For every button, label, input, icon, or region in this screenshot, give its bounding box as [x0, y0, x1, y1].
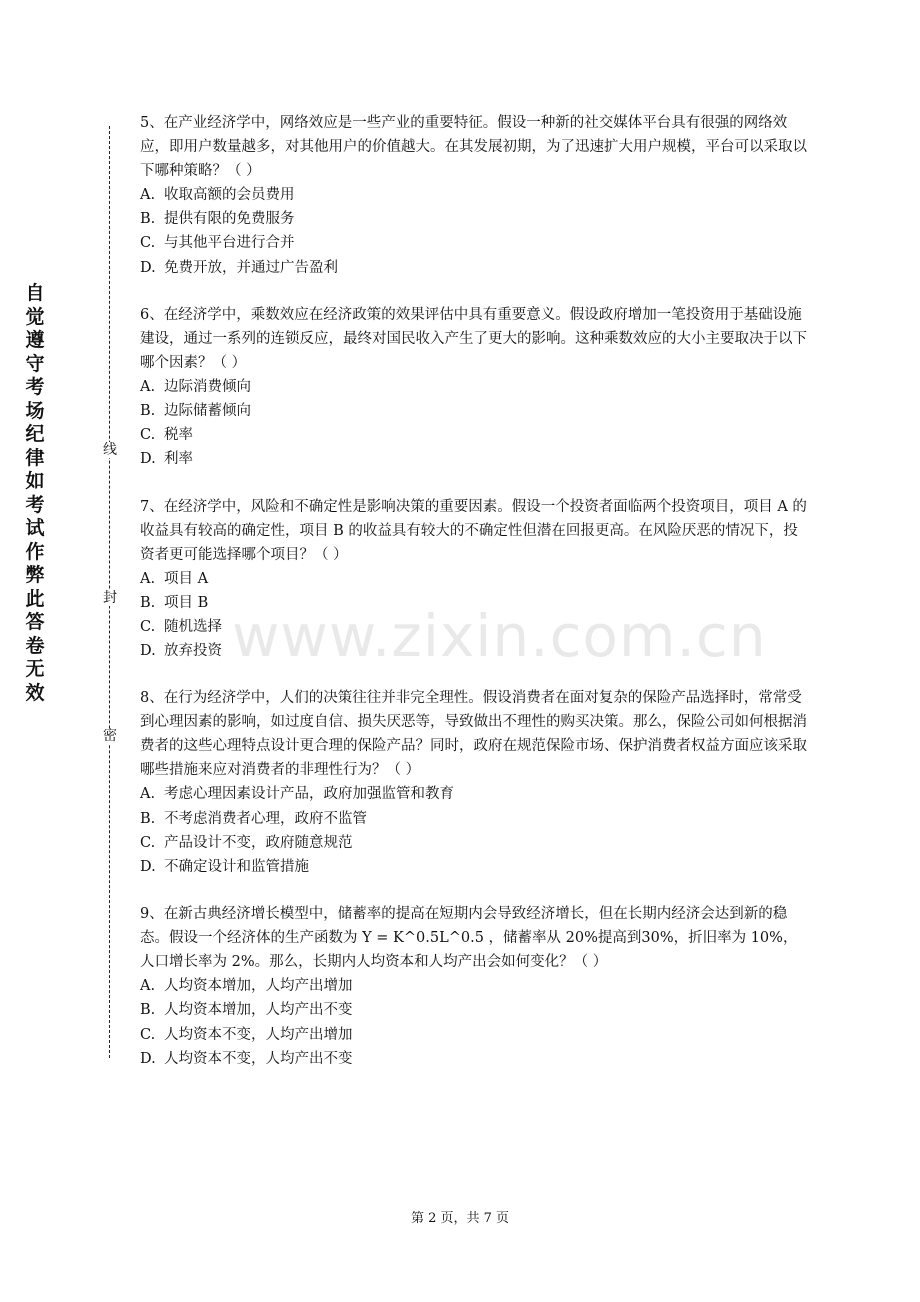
option-text: 人均资本不变，人均产出增加: [164, 1026, 353, 1043]
option-d[interactable]: [140, 256, 810, 280]
option-letter: A.: [140, 570, 156, 587]
option-letter: D.: [140, 1050, 156, 1067]
question-8: [140, 686, 810, 879]
binding-mark-mi: 密: [103, 728, 117, 744]
option-text: 人均资本不变，人均产出不变: [164, 1050, 353, 1067]
option-letter: A.: [140, 378, 156, 395]
question-6: [140, 303, 810, 472]
option-d[interactable]: [140, 447, 810, 471]
option-letter: A.: [140, 187, 156, 203]
option-a[interactable]: [140, 974, 810, 998]
option-c[interactable]: [140, 831, 810, 855]
option-text: 边际储蓄倾向: [164, 403, 251, 420]
option-text: 项目 A: [164, 570, 209, 587]
option-text: 不确定设计和监管措施: [164, 859, 309, 876]
option-text: 税率: [164, 427, 193, 444]
option-text: 免费开放，并通过广告盈利: [164, 259, 338, 276]
option-letter: B.: [140, 810, 156, 827]
option-letter: D.: [140, 451, 156, 468]
option-list: [140, 782, 810, 879]
question-stem: 8、在行为经济学中，人们的决策往往并非完全理性。假设消费者在面对复杂的保险产品选择时，常常受到心理因素的影响，如过度自信、损失厌恶等，导致做出不理性的购买决策。那么，保险公司如何根据消费者的这些心理特点设计更合理的保险产品？同时，政府在规范保险市场、保护消费者权益方面应该采取哪些措施来应对消费者的非理性行为？（ ）: [140, 690, 807, 779]
option-d[interactable]: [140, 639, 810, 663]
option-text: 提供有限的免费服务: [164, 211, 295, 228]
binding-mark-xian: 线: [103, 442, 117, 458]
option-a[interactable]: [140, 183, 810, 207]
option-letter: D.: [140, 259, 156, 276]
option-text: 与其他平台进行合并: [164, 235, 295, 252]
option-letter: C.: [140, 235, 156, 252]
option-letter: B.: [140, 1002, 156, 1019]
question-9: [140, 902, 810, 1071]
option-b[interactable]: [140, 399, 810, 423]
watermark: www.zixin.com.cn: [232, 602, 767, 670]
option-letter: D.: [140, 643, 156, 660]
option-text: 利率: [164, 451, 193, 468]
option-letter: C.: [140, 619, 156, 636]
question-stem: 7、在经济学中，风险和不确定性是影响决策的重要因素。假设一个投资者面临两个投资项目，项目 A 的收益具有较高的确定性，项目 B 的收益具有较大的不确定性但潜在回报更高。在风险厌恶的情况下，投资者更可能选择哪个项目？（ ）: [140, 498, 807, 563]
question-7: [140, 495, 810, 664]
option-letter: C.: [140, 427, 156, 444]
option-letter: A.: [140, 978, 156, 995]
option-text: 不考虑消费者心理，政府不监管: [164, 810, 367, 827]
option-text: 人均资本增加，人均产出增加: [164, 978, 353, 995]
option-letter: C.: [140, 1026, 156, 1043]
option-c[interactable]: [140, 231, 810, 255]
option-d[interactable]: [140, 1047, 810, 1071]
option-c[interactable]: [140, 615, 810, 639]
option-b[interactable]: [140, 591, 810, 615]
option-c[interactable]: [140, 423, 810, 447]
option-letter: B.: [140, 403, 156, 420]
option-list: [140, 375, 810, 472]
option-letter: A.: [140, 786, 156, 803]
option-text: 项目 B: [164, 594, 209, 611]
option-text: 放弃投资: [164, 643, 222, 660]
option-d[interactable]: [140, 855, 810, 879]
question-stem: 6、在经济学中，乘数效应在经济政策的效果评估中具有重要意义。假设政府增加一笔投资用于基础设施建设，通过一系列的连锁反应，最终对国民收入产生了更大的影响。这种乘数效应的大小主要取决于以下哪个因素？（ ）: [140, 306, 807, 371]
option-text: 随机选择: [164, 619, 222, 636]
option-list: [140, 567, 810, 664]
question-5: [140, 111, 810, 280]
option-text: 产品设计不变，政府随意规范: [164, 834, 353, 851]
question-list: [140, 111, 810, 1094]
option-letter: B.: [140, 211, 156, 228]
option-a[interactable]: [140, 375, 810, 399]
option-text: 考虑心理因素设计产品，政府加强监管和教育: [164, 786, 454, 803]
question-stem: 5、在产业经济学中，网络效应是一些产业的重要特征。假设一种新的社交媒体平台具有很强的网络效应，即用户数量越多，对其他用户的价值越大。在其发展初期，为了迅速扩大用户规模，平台可以采取以下哪种策略？（ ）: [140, 115, 807, 179]
option-list: [140, 183, 810, 280]
option-letter: D.: [140, 859, 156, 876]
option-text: 收取高额的会员费用: [164, 187, 295, 203]
option-b[interactable]: [140, 207, 810, 231]
option-text: 边际消费倾向: [164, 378, 251, 395]
option-a[interactable]: [140, 782, 810, 806]
binding-mark-feng: 封: [103, 590, 117, 606]
option-text: 人均资本增加，人均产出不变: [164, 1002, 353, 1019]
option-c[interactable]: [140, 1023, 810, 1047]
option-a[interactable]: [140, 567, 810, 591]
side-notice-vertical-text: 自觉遵守考场纪律如考试作弊此答卷无效: [25, 282, 45, 704]
option-letter: C.: [140, 834, 156, 851]
page-footer: 第 2 页，共 7 页: [410, 1211, 510, 1226]
option-b[interactable]: [140, 998, 810, 1022]
option-b[interactable]: [140, 807, 810, 831]
option-letter: B.: [140, 594, 156, 611]
option-list: [140, 974, 810, 1071]
question-stem: 9、在新古典经济增长模型中，储蓄率的提高在短期内会导致经济增长，但在长期内经济会达到新的稳态。假设一个经济体的生产函数为 Y = K^0.5L^0.5 ，储蓄率从 20%提高到30%，折旧率为 10%，人口增长率为 2%。那么，长期内人均资本和人均产出会如何变化？（ ）: [140, 906, 798, 971]
